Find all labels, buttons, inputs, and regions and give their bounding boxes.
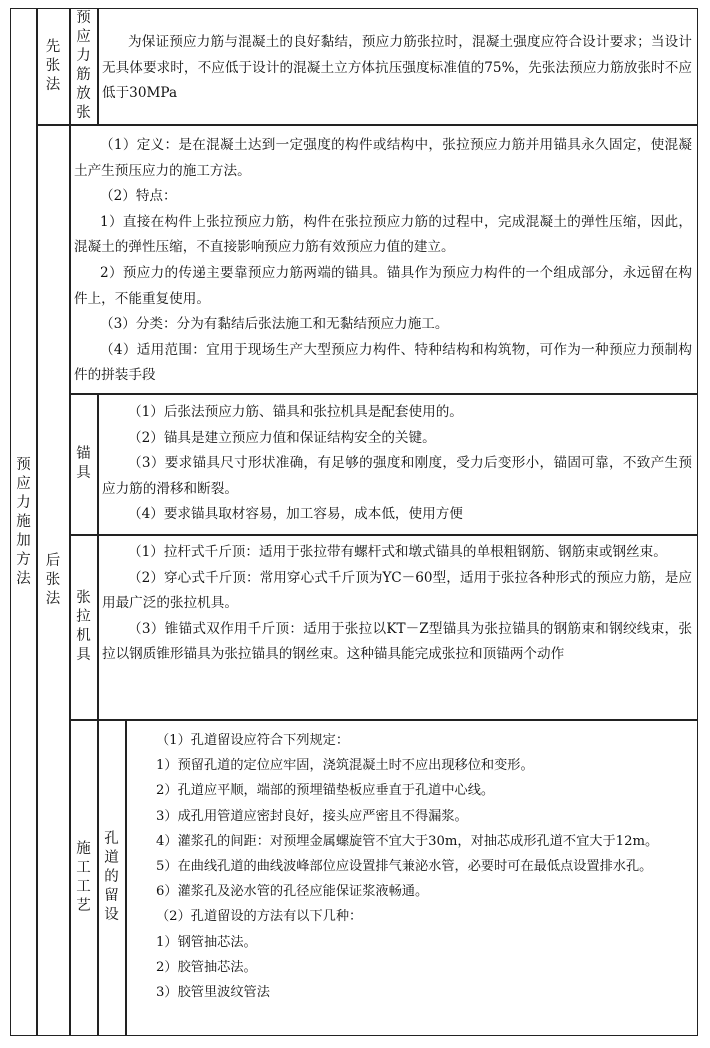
definition-paragraph: 2）预应力的传递主要靠预应力筋两端的锚具。锚具作为预应力构件的一个组成部分，永远留在构件上，不能重复使用。 [74,264,692,307]
duct-paragraph: 4）灌浆孔的间距：对预埋金属螺旋管不宜大于30m，对抽芯成形孔道不宜大于12m。 [156,833,659,849]
pretension-label-text: 先张法 [45,38,61,93]
craft-label-text: 施工工艺 [76,840,91,914]
anchor-paragraph: （2）锚具是建立预应力值和保证结构安全的关键。 [128,429,436,446]
method-label [10,8,37,1036]
definition-paragraph: 1）直接在构件上张拉预应力筋，构件在张拉预应力筋的过程中，完成混凝土的弹性压缩，因此，混凝土的弹性压缩，不直接影响预应力筋有效预应力值的建立。 [74,213,692,256]
anchor-paragraph: （3）要求锚具尺寸形状准确，有足够的强度和刚度，受力后变形小，锚固可靠，不致产生预应力筋的滑移和断裂。 [102,455,692,497]
duct-paragraph: 1）钢管抽芯法。 [156,934,257,950]
posttension-label [37,124,69,1036]
duct-paragraph: 2）胶管抽芯法。 [156,959,257,975]
prestress-method-table [10,8,698,1036]
definition-paragraph: （4）适用范围：宜用于现场生产大型预应力构件、特种结构和构筑物，可作为一种预应力预制构件的拼装手段 [74,341,692,384]
method-label-text: 预应力施加方法 [16,456,31,587]
duct-paragraph: 5）在曲线孔道的曲线波峰部位应设置排气兼泌水管，必要时可在最低点设置排水孔。 [156,859,653,875]
jack-paragraph: （3）锥锚式双作用千斤顶：适用于张拉以KT－Z型锚具为张拉锚具的钢筋束和钢绞线束，张拉以钢质锥形锚具为张拉锚具的钢丝束。这种锚具能完成张拉和顶锚两个动作 [102,620,692,663]
duct-paragraph: 2）孔道应平顺，端部的预埋锚垫板应垂直于孔道中心线。 [156,783,495,799]
divider [36,124,698,126]
anchor-label [70,393,97,534]
release-label [70,8,97,124]
jack-paragraph: （2）穿心式千斤顶：常用穿心式千斤顶为YC－60型，适用于张拉各种形式的预应力筋，是应用最广泛的张拉机具。 [102,569,692,612]
release-cell [102,30,692,107]
duct-paragraph: 6）灌浆孔及泌水管的孔径应能保证浆液畅通。 [156,884,429,900]
duct-paragraph: 1）预留孔道的定位应牢固，浇筑混凝土时不应出现移位和变形。 [156,758,534,774]
definition-paragraph: （3）分类：分为有黏结后张法施工和无黏结预应力施工。 [100,316,449,333]
duct-label-text: 孔道的留设 [104,831,119,923]
craft-label [70,719,97,1036]
jack-cell [102,540,692,668]
jack-label-text: 张拉机具 [76,589,91,663]
divider [69,393,698,395]
release-paragraph: 为保证预应力筋与混凝土的良好黏结，预应力筋张拉时，混凝土强度应符合设计要求；当设计无具体要求时，不应低于设计的混凝土立方体抗压强度标准值的75%，先张法预应力筋放张时不应低于30MPa [102,34,692,102]
duct-paragraph: （1）孔道留设应符合下列规定： [156,733,350,748]
definition-cell [74,133,692,389]
jack-paragraph: （1）拉杆式千斤顶：适用于张拉带有螺杆式和墩式锚具的单根粗钢筋、钢筋束或钢丝束。 [128,544,667,560]
pretension-label [37,8,69,124]
duct-paragraph: 3）成孔用管道应密封良好，接头应严密且不得漏浆。 [156,808,468,824]
anchor-paragraph: （1）后张法预应力筋、锚具和张拉机具是配套使用的。 [128,404,463,420]
divider [69,534,698,536]
definition-paragraph: （1）定义：是在混凝土达到一定强度的构件或结构中，张拉预应力筋并用锚具永久固定，使混凝土产生预压应力的施工方法。 [74,137,692,179]
divider [125,719,127,1036]
anchor-cell [102,400,692,528]
anchor-paragraph: （4）要求锚具取材容易，加工容易，成本低，使用方便 [128,506,463,523]
jack-label [70,534,97,719]
duct-paragraph: （2）孔道留设的方法有以下几种： [156,909,363,925]
duct-label [98,719,125,1036]
definition-paragraph: （2）特点： [100,188,177,205]
divider [69,719,698,721]
anchor-label-text: 锚具 [76,445,91,481]
posttension-label-text: 后张法 [45,552,61,607]
divider [97,8,99,124]
duct-cell [130,728,692,1005]
duct-paragraph: 3）胶管里波纹管法 [156,985,270,1001]
release-label-text: 预应力筋放张 [76,10,91,121]
